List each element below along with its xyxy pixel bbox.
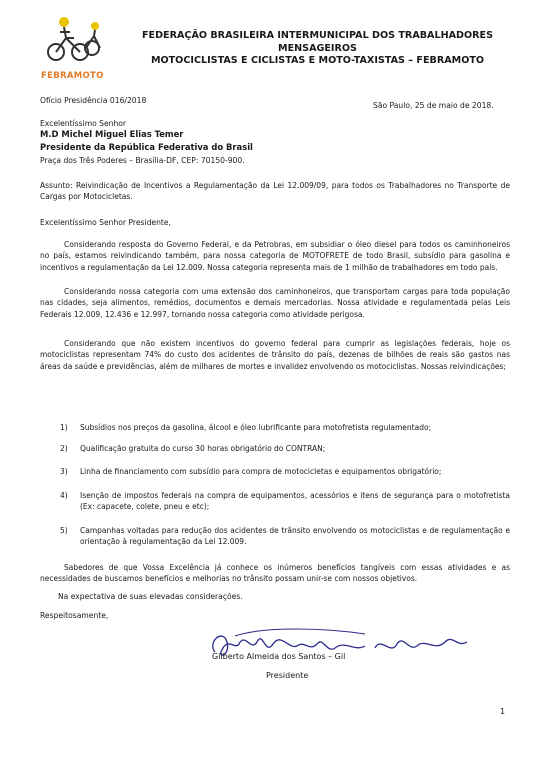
recipient-title: Presidente da República Federativa do Brasil xyxy=(40,142,253,152)
signer-name: Gilberto Almeida dos Santos – Gil xyxy=(212,652,346,661)
paragraph-5: Na expectativa de suas elevadas considerações. xyxy=(58,592,243,601)
organization-header xyxy=(110,30,525,68)
signer-title: Presidente xyxy=(266,671,309,680)
paragraph-1: Considerando resposta do Governo Federal, e da Petrobras, em subsidiar o óleo diesel para todos os caminhoneiros no país, estamos reivindicando também, para nossa categoria de MOTOFRETE de todo Brasil, subsídio para gasolina e incentivos a regulamentação da Lei 12.009. Nossa categoria representa mais de 1 milhão de trabalhadores em todo país. xyxy=(40,240,510,272)
list-item: 4) Isenção de impostos federais na compra de equipamentos, acessórios e itens de segurança para o motofretista (Ex: capacete, colete, pneu e etc); xyxy=(60,491,510,512)
brand-name: FEBRAMOTO xyxy=(41,71,104,81)
salutation-2: Excelentíssimo Senhor Presidente, xyxy=(40,218,171,227)
page-number: 1 xyxy=(500,707,506,716)
febramoto-logo-icon xyxy=(40,8,108,64)
closing: Respeitosamente, xyxy=(40,611,109,620)
letter-date: São Paulo, 25 de maio de 2018. xyxy=(373,101,494,110)
paragraph-2: Considerando nossa categoria com uma extensão dos caminhoneiros, que transportam cargas para toda população nas cidades, seja alimentos, remédios, documentos e demais mercadorias. Nossa atividade e regulamentada pelas Leis Federais 12.009, 12.436 e 12.997, tornando nossa categoria como atividade perigosa. xyxy=(40,287,510,319)
salutation: Excelentíssimo Senhor xyxy=(40,119,127,128)
letter-reference: Ofício Presidência 016/2018 xyxy=(40,96,147,105)
recipient-address: Praça dos Três Poderes – Brasília-DF, CEP: 70150-900. xyxy=(40,156,245,165)
list-item: 2) Qualificação gratuita do curso 30 horas obrigatório do CONTRAN; xyxy=(60,444,326,453)
paragraph-4: Sabedores de que Vossa Excelência já conhece os inúmeros benefícios tangíveis com essas atividades e as necessidades de buscamos benefícios e melhorias no trânsito possam unir-se com nossos objetivos. xyxy=(40,563,510,584)
list-item: 1) Subsídios nos preços da gasolina, álcool e óleo lubrificante para motofretista regulamentado; xyxy=(60,423,432,432)
org-name-line2: MOTOCICLISTAS E CICLISTAS E MOTO-TAXISTAS – FEBRAMOTO xyxy=(150,55,485,66)
list-item: 5) Campanhas voltadas para redução dos acidentes de trânsito envolvendo os motociclistas e de regulamentação e orientação à regulamentação da Lei 12.009. xyxy=(60,526,510,547)
recipient-name: M.D Michel Miguel Elias Temer xyxy=(40,129,184,139)
list-item: 3) Linha de financiamento com subsídio para compra de motocicletas e equipamentos obrigatório; xyxy=(60,467,442,476)
org-name-line1: FEDERAÇÃO BRASILEIRA INTERMUNICIPAL DOS TRABALHADORES MENSAGEIROS xyxy=(141,30,494,54)
subject: Assunto: Reivindicação de Incentivos a Regulamentação da Lei 12.009/09, para todos os Trabalhadores no Transporte de Cargas por Motocicletas. xyxy=(40,181,510,202)
handwritten-signature xyxy=(205,622,475,672)
paragraph-3: Considerando que não existem incentivos do governo federal para cumprir as legislações federais, hoje os motociclistas representam 74% do custo dos acidentes de trânsito do país, dezenas de bilhões de reais são gastos nas áreas da saúde e previdências, além de milhares de mortes e invalidez envolvendo os motociclistas. Nossas reivindicações; xyxy=(40,339,510,371)
